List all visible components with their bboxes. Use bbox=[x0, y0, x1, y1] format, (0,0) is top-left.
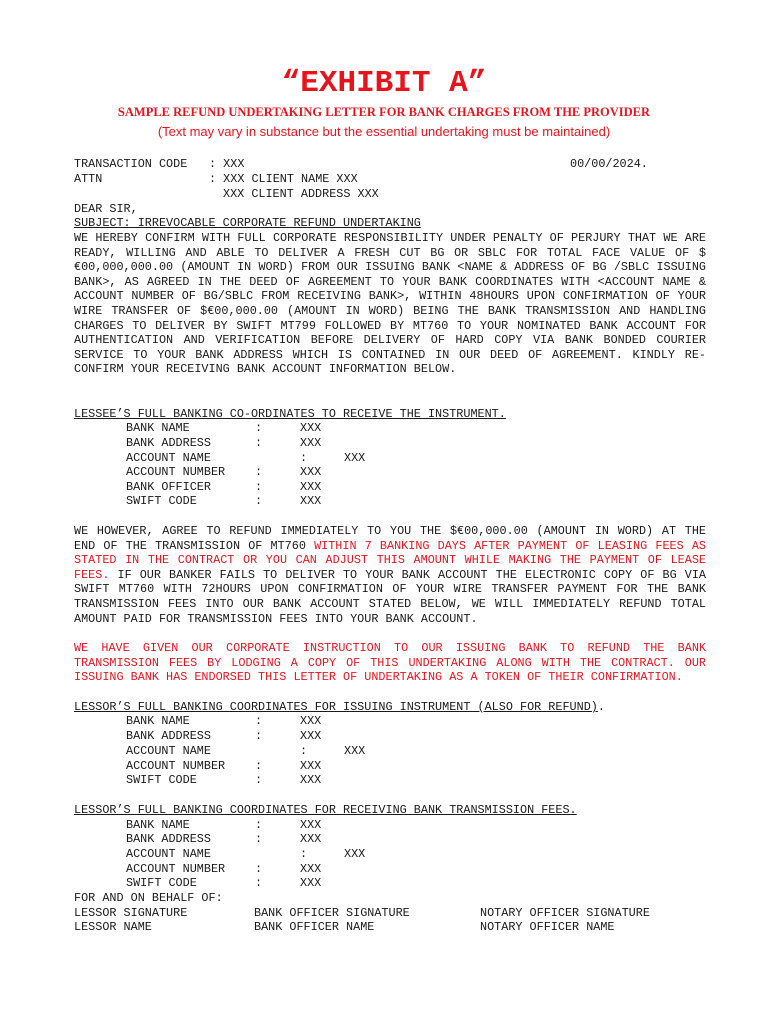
field-colon: : bbox=[255, 862, 263, 876]
exhibit-title: “EXHIBIT A” bbox=[281, 66, 487, 101]
field-label: ACCOUNT NAME bbox=[126, 744, 211, 758]
field-label: ACCOUNT NAME bbox=[126, 847, 211, 861]
lessor-receiving-heading: LESSOR’S FULL BANKING COORDINATES FOR RECEIVING BANK TRANSMISSION FEES. bbox=[74, 803, 577, 817]
field-value: XXX bbox=[344, 451, 366, 465]
attn-client-name: : XXX CLIENT NAME XXX bbox=[209, 172, 358, 186]
field-value: XXX bbox=[300, 818, 322, 832]
paragraph-refund-agreement bbox=[74, 524, 706, 626]
document-note: (Text may vary in substance but the essential undertaking must be maintained) bbox=[157, 124, 611, 139]
field-label: SWIFT CODE bbox=[126, 773, 197, 787]
field-colon: : bbox=[300, 744, 308, 758]
field-colon: : bbox=[300, 451, 308, 465]
field-label: ACCOUNT NUMBER bbox=[126, 759, 226, 773]
field-colon: : bbox=[255, 714, 263, 728]
field-label: SWIFT CODE bbox=[126, 876, 197, 890]
field-value: XXX bbox=[300, 759, 322, 773]
field-value: XXX bbox=[300, 876, 322, 890]
subject-line: SUBJECT: IRREVOCABLE CORPORATE REFUND UNDERTAKING bbox=[74, 216, 421, 230]
paragraph-corporate-instruction: WE HAVE GIVEN OUR CORPORATE INSTRUCTION TO OUR ISSUING BANK TO REFUND THE BANK TRANSMISSION FEES BY LODGING A COPY OF THIS UNDERTAKING ALONG WITH THE CONTRACT. OUR ISSUING BANK HAS ENDORSED THIS LETTER OF UNDERTAKING AS A TOKEN OF THEIR CONFIRMATION. bbox=[74, 641, 706, 685]
field-label: BANK OFFICER bbox=[126, 480, 211, 494]
bank-officer-name-label: BANK OFFICER NAME bbox=[254, 920, 375, 934]
field-colon: : bbox=[255, 729, 263, 743]
lessor-issuing-heading-period: . bbox=[597, 700, 605, 714]
field-value: XXX bbox=[300, 436, 322, 450]
field-colon: : bbox=[255, 480, 263, 494]
attn-client-address: XXX CLIENT ADDRESS XXX bbox=[223, 187, 379, 201]
notary-name-label: NOTARY OFFICER NAME bbox=[480, 920, 615, 934]
field-label: BANK ADDRESS bbox=[126, 832, 211, 846]
field-colon: : bbox=[255, 421, 263, 435]
field-colon: : bbox=[255, 818, 263, 832]
refund-text-start: WE HOWEVER, AGREE TO REFUND IMMEDIATELY TO YOU THE $€00,000.00 (AMOUNT IN WORD) AT THE END OF THE TRANSMISSION OF MT760 bbox=[74, 524, 706, 553]
field-value: XXX bbox=[300, 832, 322, 846]
field-label: ACCOUNT NUMBER bbox=[126, 465, 226, 479]
field-value: XXX bbox=[300, 773, 322, 787]
greeting: DEAR SIR, bbox=[74, 202, 138, 216]
notary-signature-label: NOTARY OFFICER SIGNATURE bbox=[480, 906, 650, 920]
field-value: XXX bbox=[300, 480, 322, 494]
document-subtitle: SAMPLE REFUND UNDERTAKING LETTER FOR BANK CHARGES FROM THE PROVIDER bbox=[117, 105, 651, 119]
refund-text-highlight: WITHIN 7 BANKING DAYS AFTER PAYMENT OF LEASING FEES AS STATED IN THE CONTRACT OR YOU CAN ADJUST THIS AMOUNT WHILE MAKING THE PAYMENT OF LEASE FEES. bbox=[74, 538, 706, 582]
field-label: BANK ADDRESS bbox=[126, 729, 211, 743]
field-colon: : bbox=[255, 832, 263, 846]
field-label: ACCOUNT NAME bbox=[126, 451, 211, 465]
field-label: BANK NAME bbox=[126, 818, 190, 832]
field-value: XXX bbox=[300, 714, 322, 728]
bank-officer-signature-label: BANK OFFICER SIGNATURE bbox=[254, 906, 410, 920]
field-value: XXX bbox=[300, 729, 322, 743]
field-colon: : bbox=[255, 494, 263, 508]
transaction-label: TRANSACTION CODE bbox=[74, 157, 188, 171]
field-colon: : bbox=[255, 876, 263, 890]
paragraph-confirmation: WE HEREBY CONFIRM WITH FULL CORPORATE RESPONSIBILITY UNDER PENALTY OF PERJURY THAT WE ARE READY, WILLING AND ABLE TO DELIVER A FRESH CUT BG OR SBLC FOR TOTAL FACE VALUE OF $€00,000,000.00 (AMOUNT IN WORD) FROM OUR ISSUING BANK <NAME & ADDRESS OF BG /SBLC ISSUING BANK>, AS AGREED IN THE DEED OF AGREEMENT TO YOUR BANK COORDINATES WITH <ACCOUNT NAME & ACCOUNT NUMBER OF BG/SBLC FROM RECEIVING BANK>, WITHIN 48HOURS UPON CONFIRMATION OF YOUR WIRE TRANSFER OF $€00,000.00 (AMOUNT IN WORD) BEING THE BANK TRANSMISSION AND HANDLING CHARGES TO DELIVER BY SWIFT MT799 FOLLOWED BY MT760 TO YOUR NOMINATED BANK ACCOUNT FOR AUTHENTICATION AND VERIFICATION BEFORE DELIVERY OF HARD COPY VIA BANK BONDED COURIER SERVICE TO YOUR BANK ADDRESS WHICH IS CONTAINED IN OUR DEED OF AGREEMENT. KINDLY RE-CONFIRM YOUR RECEIVING BANK ACCOUNT INFORMATION BELOW. bbox=[74, 231, 706, 377]
field-value: XXX bbox=[300, 465, 322, 479]
attn-label: ATTN bbox=[74, 172, 103, 186]
field-value: XXX bbox=[344, 744, 366, 758]
on-behalf-line: FOR AND ON BEHALF OF: bbox=[74, 891, 223, 905]
lessor-issuing-heading-text: LESSOR’S FULL BANKING COORDINATES FOR ISSUING INSTRUMENT (ALSO FOR REFUND) bbox=[74, 700, 598, 714]
transaction-value: : XXX bbox=[209, 157, 245, 171]
refund-text-end: IF OUR BANKER FAILS TO DELIVER TO YOUR BANK ACCOUNT THE ELECTRONIC COPY OF BG VIA SWIFT MT760 WITH 72HOURS UPON CONFIRMATION OF YOUR WIRE TRANSFER PAYMENT FOR THE BANK TRANSMISSION FEES INTO OUR BANK ACCOUNT STATED BELOW, WE WILL IMMEDIATELY REFUND TOTAL AMOUNT PAID FOR TRANSMISSION FEES INTO YOUR BANK ACCOUNT. bbox=[74, 567, 706, 626]
field-colon: : bbox=[300, 847, 308, 861]
lessor-name-label: LESSOR NAME bbox=[74, 920, 152, 934]
field-value: XXX bbox=[344, 847, 366, 861]
field-colon: : bbox=[255, 465, 263, 479]
field-value: XXX bbox=[300, 862, 322, 876]
field-label: BANK NAME bbox=[126, 421, 190, 435]
field-label: SWIFT CODE bbox=[126, 494, 197, 508]
lessee-heading: LESSEE’S FULL BANKING CO-ORDINATES TO RECEIVE THE INSTRUMENT. bbox=[74, 407, 506, 421]
field-label: BANK ADDRESS bbox=[126, 436, 211, 450]
field-label: ACCOUNT NUMBER bbox=[126, 862, 226, 876]
field-colon: : bbox=[255, 759, 263, 773]
field-label: BANK NAME bbox=[126, 714, 190, 728]
field-value: XXX bbox=[300, 421, 322, 435]
field-value: XXX bbox=[300, 494, 322, 508]
field-colon: : bbox=[255, 773, 263, 787]
field-colon: : bbox=[255, 436, 263, 450]
lessor-signature-label: LESSOR SIGNATURE bbox=[74, 906, 188, 920]
lessor-issuing-heading bbox=[74, 700, 605, 715]
letter-date: 00/00/2024. bbox=[570, 157, 648, 171]
